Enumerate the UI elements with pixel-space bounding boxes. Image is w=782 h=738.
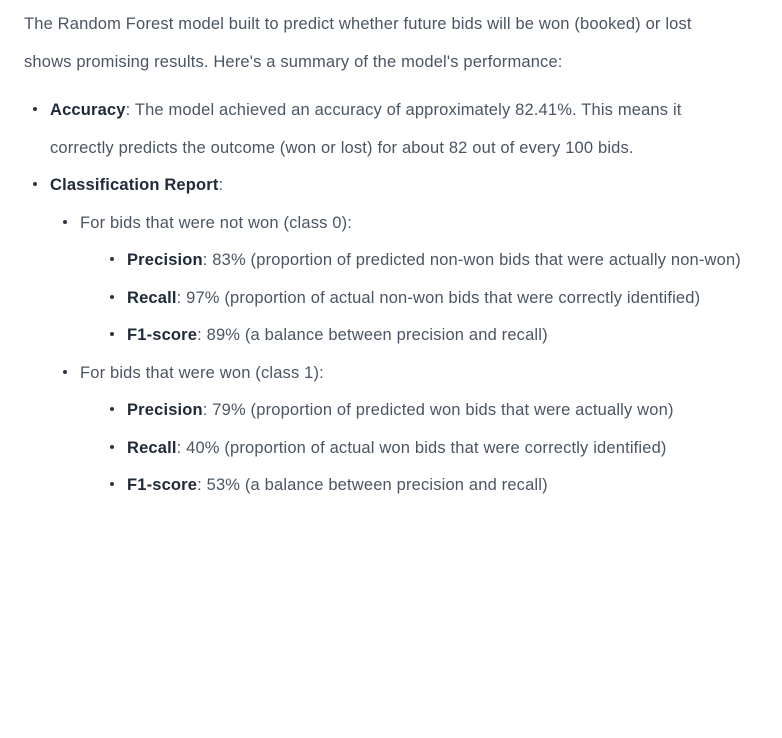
precision-label: Precision [127, 251, 203, 269]
recall-value: 97% [186, 288, 220, 307]
classification-report-label: Classification Report [50, 176, 219, 194]
bullet-icon [110, 482, 114, 486]
bullet-icon [33, 182, 37, 186]
summary-list [24, 92, 742, 505]
class-0-recall-line [127, 289, 700, 307]
class-0-heading: For bids that were not won (class 0): [80, 213, 353, 232]
accuracy-separator: : [125, 101, 135, 119]
precision-description: (proportion of predicted won bids that were actually won) [245, 401, 674, 419]
recall-value: 40% [186, 438, 220, 457]
recall-separator: : [176, 438, 187, 457]
bullet-icon [63, 370, 67, 374]
f1-score-separator: : [197, 326, 207, 344]
accuracy-text: The model achieved an accuracy of approximately 82.41%. This means it correctly predicts the outcome (won or lost) for about 82 out of every 100 bids. [50, 101, 682, 157]
class-1-precision-line [127, 401, 674, 419]
recall-description: (proportion of actual non-won bids that were correctly identified) [219, 288, 701, 307]
bullet-icon [33, 107, 37, 111]
list-item-class-1 [64, 355, 742, 505]
class-1-f1-line [127, 476, 548, 494]
list-item-accuracy [24, 92, 742, 167]
class-1-metric-list [111, 392, 742, 505]
list-item-classification-report [24, 167, 742, 505]
precision-separator: : [202, 401, 213, 419]
class-0-metric-list [111, 242, 742, 355]
class-0-precision-line [127, 251, 741, 269]
list-item-f1-score [111, 317, 742, 355]
bullet-icon [110, 295, 114, 299]
precision-label: Precision [127, 401, 203, 419]
bullet-icon [110, 332, 114, 336]
f1-score-description: (a balance between precision and recall) [240, 476, 548, 494]
bullet-icon [110, 407, 114, 411]
accuracy-line [50, 101, 682, 157]
accuracy-label: Accuracy [50, 101, 126, 119]
class-0-f1-line [127, 326, 548, 344]
list-item-precision [111, 392, 742, 430]
f1-score-value: 89% [206, 326, 241, 344]
bullet-icon [110, 257, 114, 261]
f1-score-value: 53% [206, 476, 241, 494]
list-item-precision [111, 242, 742, 280]
bullet-icon [63, 220, 67, 224]
precision-separator: : [202, 251, 213, 269]
bullet-icon [110, 445, 114, 449]
list-item-recall [111, 280, 742, 318]
f1-score-separator: : [197, 476, 207, 494]
f1-score-description: (a balance between precision and recall) [240, 326, 548, 344]
class-list [64, 205, 742, 505]
intro-paragraph: The Random Forest model built to predict whether future bids will be won (booked) or lost shows promising results. Here's a summary of the model's performance: [24, 15, 692, 71]
recall-label: Recall [127, 288, 177, 307]
classification-report-separator: : [218, 176, 224, 194]
precision-value: 79% [212, 401, 246, 419]
class-1-recall-line [127, 439, 667, 457]
f1-score-label: F1-score [127, 476, 198, 494]
class-1-heading: For bids that were won (class 1): [80, 363, 324, 382]
recall-description: (proportion of actual won bids that were correctly identified) [219, 438, 667, 457]
precision-description: (proportion of predicted non-won bids that were actually non-won) [245, 251, 741, 269]
classification-report-line [50, 176, 223, 194]
recall-separator: : [176, 288, 187, 307]
precision-value: 83% [212, 251, 246, 269]
list-item-f1-score [111, 467, 742, 505]
f1-score-label: F1-score [127, 326, 198, 344]
list-item-recall [111, 430, 742, 468]
list-item-class-0 [64, 205, 742, 355]
recall-label: Recall [127, 438, 177, 457]
